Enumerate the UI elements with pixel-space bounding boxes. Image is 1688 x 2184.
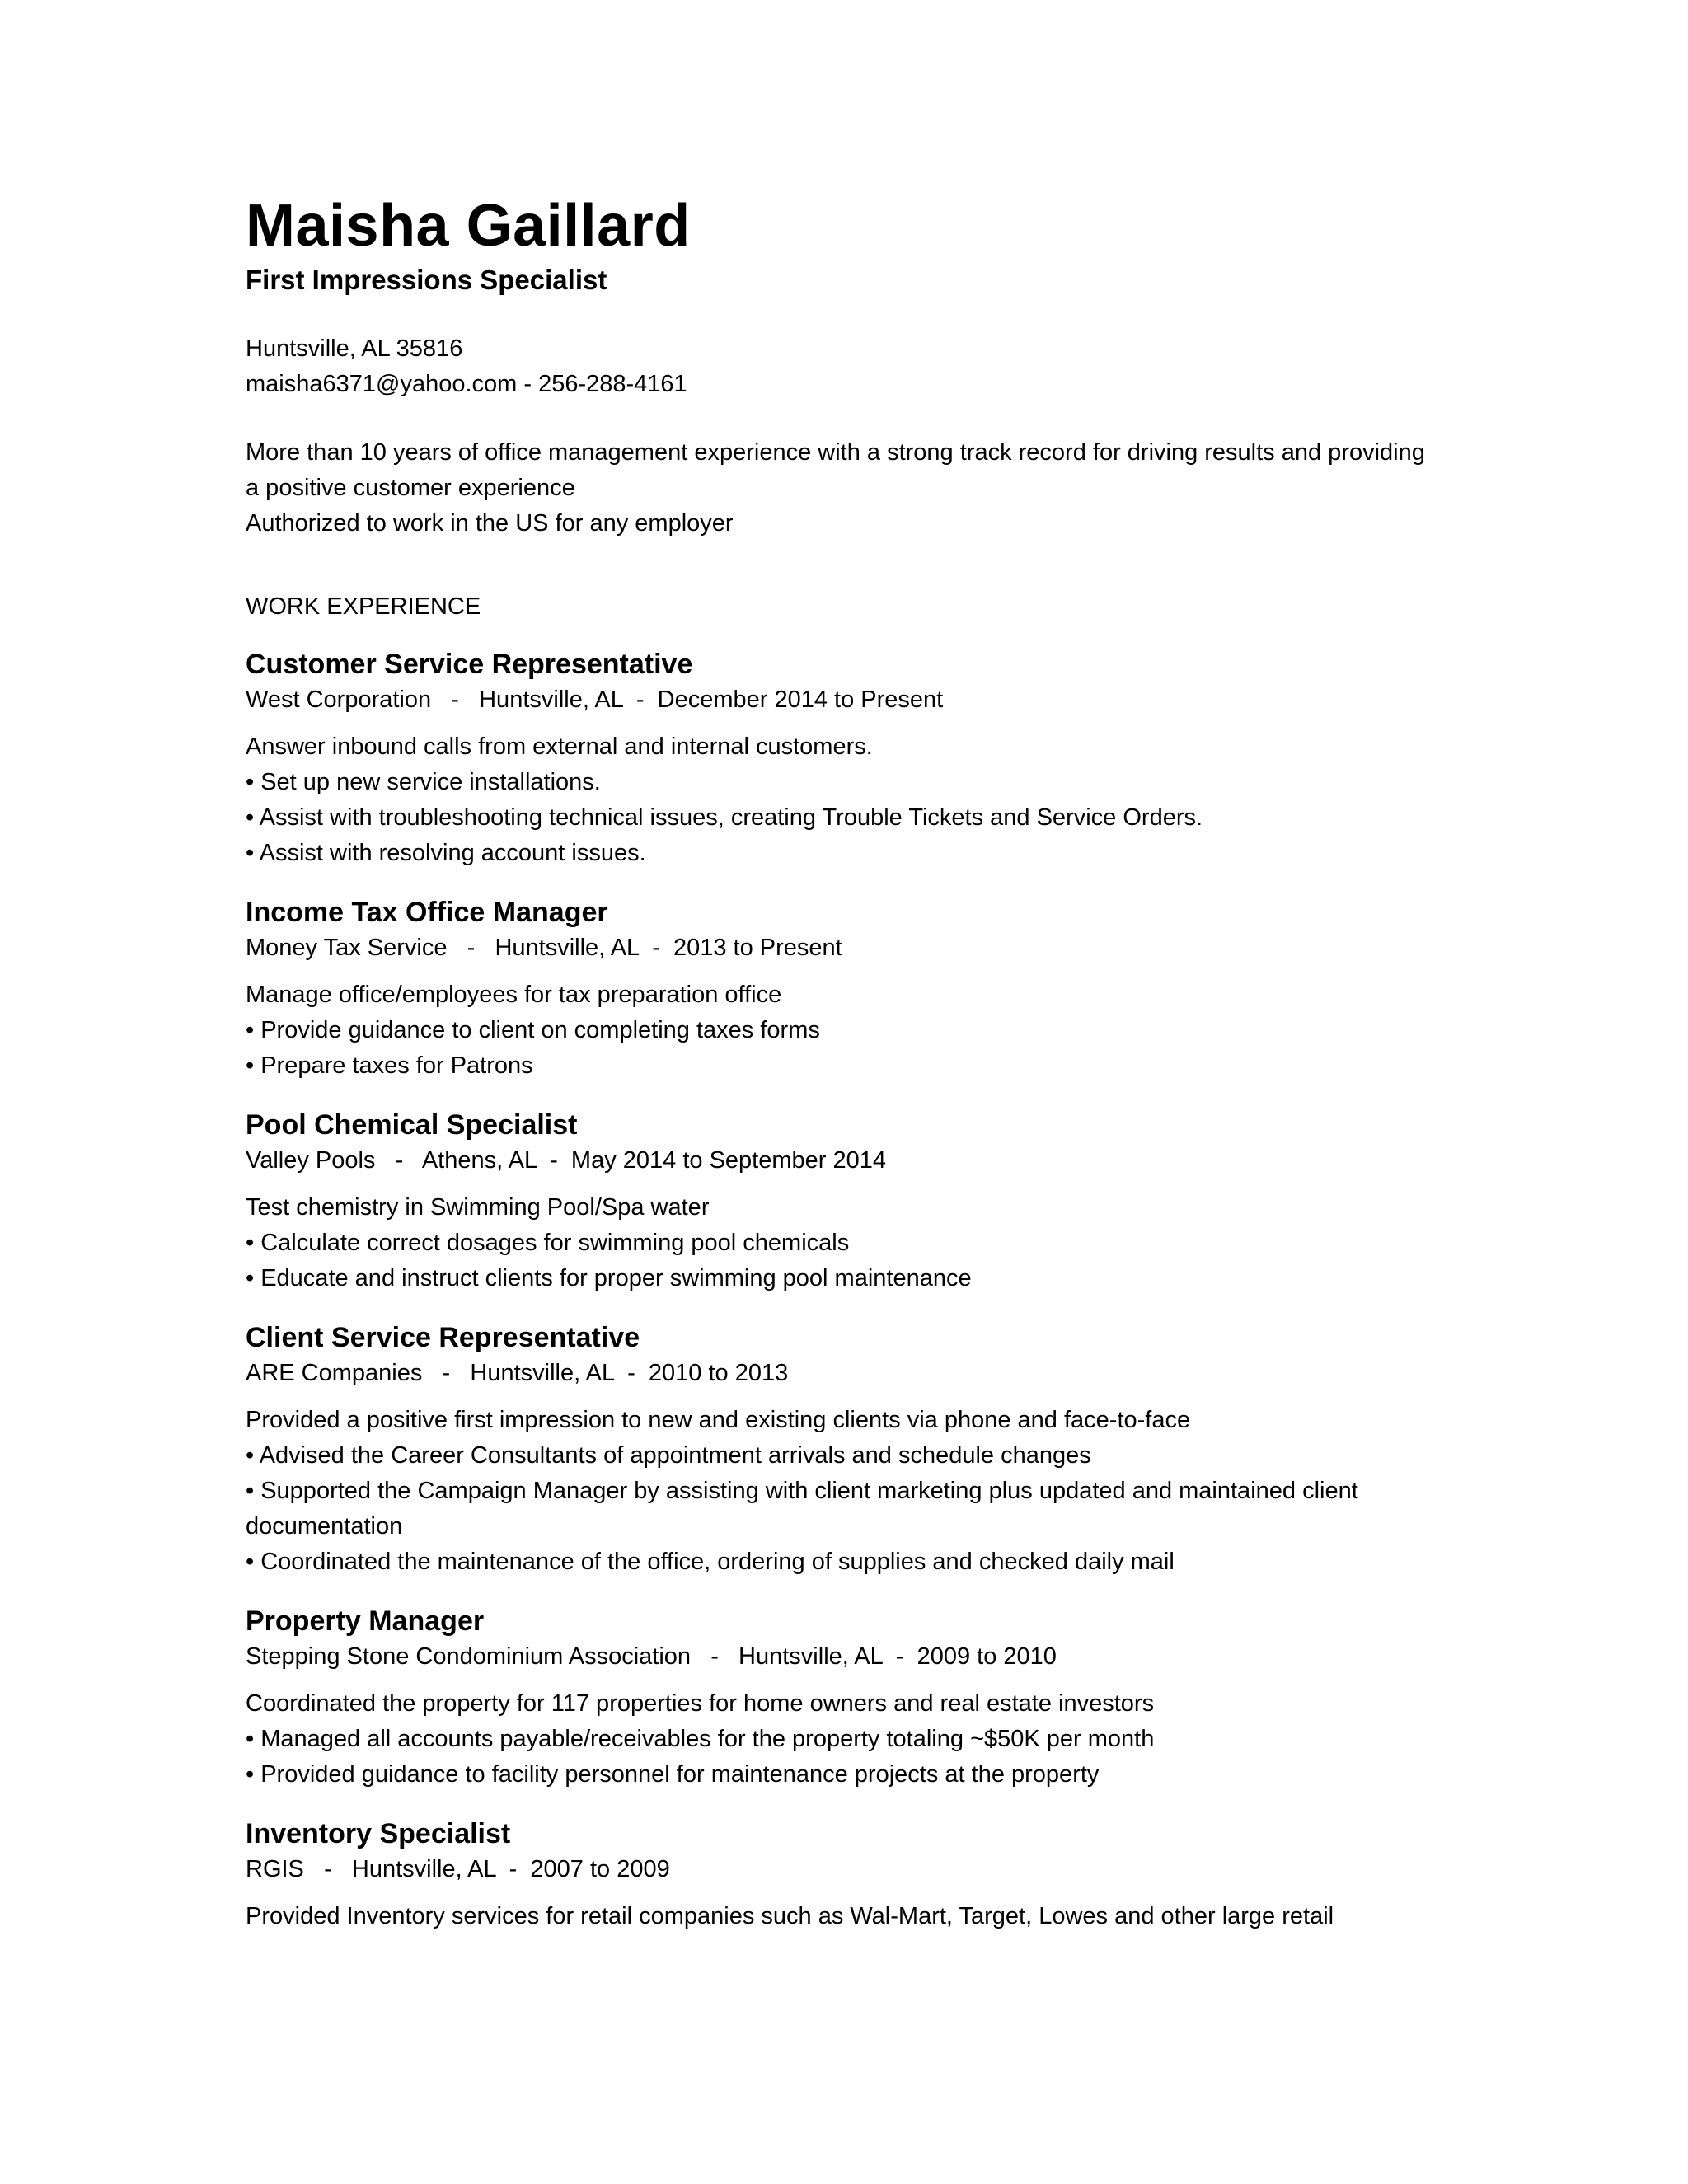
summary-line: a positive customer experience: [246, 474, 575, 501]
contact-location: Huntsville, AL 35816: [246, 335, 463, 362]
job-meta: Stepping Stone Condominium Association - Huntsville, AL - 2009 to 2010: [246, 1643, 1057, 1670]
job-description-line: Manage office/employees for tax preparation office: [246, 981, 782, 1008]
job-description-line: • Managed all accounts payable/receivables for the property totaling ~$50K per month: [246, 1725, 1155, 1752]
job-title: Property Manager: [246, 1605, 485, 1637]
summary-line: More than 10 years of office management experience with a strong track record for driving results and providing: [246, 438, 1425, 466]
job-description-line: Provided a positive first impression to new and existing clients via phone and face-to-face: [246, 1406, 1191, 1433]
summary-block: [246, 435, 1449, 541]
job-entry: [246, 646, 1449, 871]
job-entry: [246, 1319, 1449, 1580]
job-description: [246, 977, 1449, 1084]
job-entry: [246, 1107, 1449, 1296]
job-description-line: Test chemistry in Swimming Pool/Spa water: [246, 1193, 710, 1221]
contact-email-phone: maisha6371@yahoo.com - 256-288-4161: [246, 370, 687, 397]
job-entry: [246, 894, 1449, 1084]
job-entry: [246, 1603, 1449, 1793]
work-experience-list: [246, 646, 1449, 1934]
work-experience-heading: WORK EXPERIENCE: [246, 593, 481, 620]
job-description-line: Coordinated the property for 117 properties for home owners and real estate investors: [246, 1690, 1155, 1717]
job-title: Pool Chemical Specialist: [246, 1108, 578, 1141]
job-meta: RGIS - Huntsville, AL - 2007 to 2009: [246, 1855, 670, 1882]
job-meta: Money Tax Service - Huntsville, AL - 2013 to Present: [246, 934, 842, 961]
job-description-line: • Coordinated the maintenance of the office, ordering of supplies and checked daily mail: [246, 1548, 1175, 1575]
job-description-line: • Supported the Campaign Manager by assisting with client marketing plus updated and maintained client: [246, 1477, 1358, 1504]
contact-block: [246, 331, 1449, 402]
job-description-line: • Assist with resolving account issues.: [246, 839, 646, 866]
resume-page: [246, 193, 1449, 1934]
candidate-name: Maisha Gaillard: [246, 193, 691, 259]
job-description: [246, 1403, 1449, 1580]
job-description: [246, 729, 1449, 871]
job-title: Customer Service Representative: [246, 648, 693, 680]
job-description-line: Answer inbound calls from external and internal customers.: [246, 733, 873, 760]
job-meta: ARE Companies - Huntsville, AL - 2010 to 2013: [246, 1359, 789, 1386]
job-title: Income Tax Office Manager: [246, 896, 608, 928]
job-description-line: Provided Inventory services for retail companies such as Wal-Mart, Target, Lowes and other large retail: [246, 1902, 1334, 1929]
job-description: [246, 1899, 1449, 1934]
job-description-line: • Provide guidance to client on completing taxes forms: [246, 1016, 820, 1043]
job-description-line: • Prepare taxes for Patrons: [246, 1052, 533, 1079]
job-description-line: documentation: [246, 1512, 403, 1540]
job-entry: [246, 1816, 1449, 1934]
job-description: [246, 1190, 1449, 1296]
candidate-headline: First Impressions Specialist: [246, 265, 607, 295]
job-meta: West Corporation - Huntsville, AL - December 2014 to Present: [246, 686, 944, 713]
job-description-line: • Advised the Career Consultants of appointment arrivals and schedule changes: [246, 1441, 1091, 1469]
summary-line: Authorized to work in the US for any employer: [246, 509, 734, 537]
job-description-line: • Set up new service installations.: [246, 768, 601, 795]
job-meta: Valley Pools - Athens, AL - May 2014 to September 2014: [246, 1146, 886, 1174]
job-description-line: • Provided guidance to facility personnel for maintenance projects at the property: [246, 1760, 1100, 1788]
job-title: Client Service Representative: [246, 1321, 640, 1353]
job-description: [246, 1686, 1449, 1793]
job-description-line: • Calculate correct dosages for swimming pool chemicals: [246, 1229, 850, 1256]
job-title: Inventory Specialist: [246, 1817, 511, 1849]
job-description-line: • Assist with troubleshooting technical issues, creating Trouble Tickets and Service Orders.: [246, 804, 1203, 831]
job-description-line: • Educate and instruct clients for proper swimming pool maintenance: [246, 1264, 972, 1291]
